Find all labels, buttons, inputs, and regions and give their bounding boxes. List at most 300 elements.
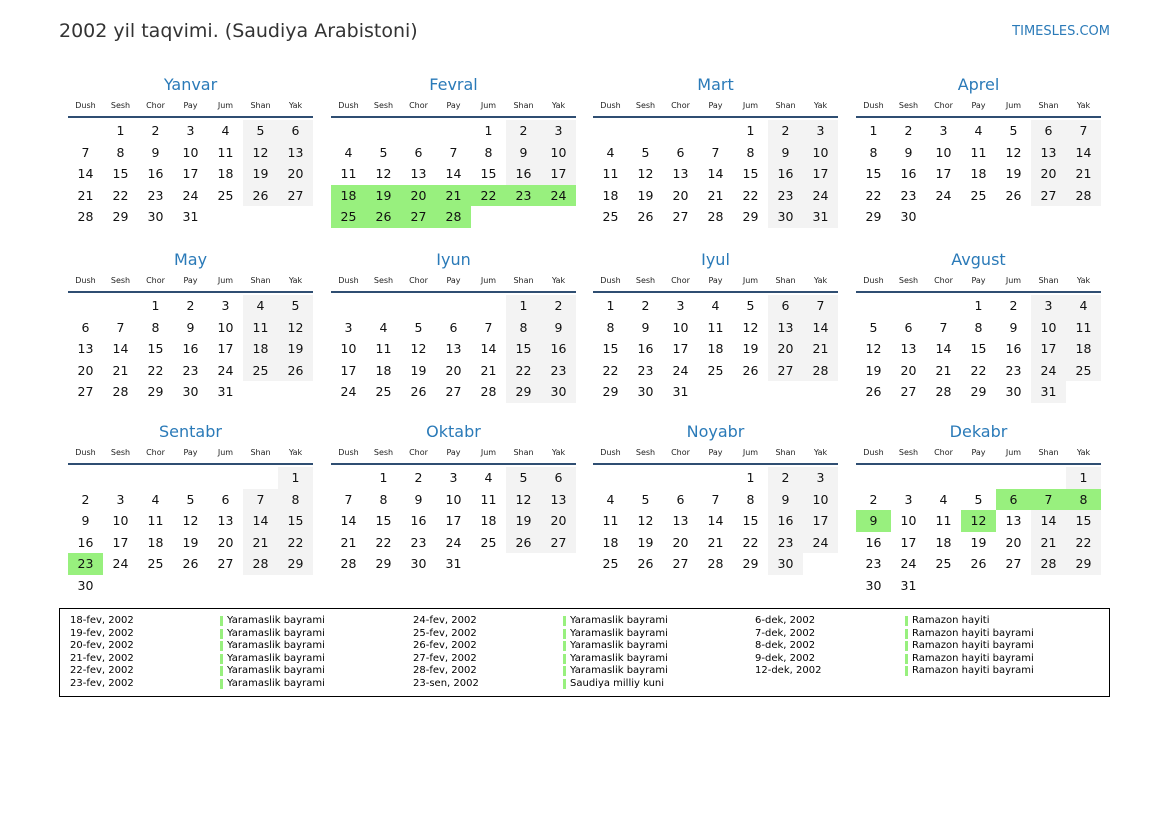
holiday-day-cell: 12 (961, 510, 996, 532)
month-divider (856, 116, 1101, 118)
day-cell: 11 (1066, 317, 1101, 339)
day-cell: 27 (768, 360, 803, 382)
day-cell: 22 (375, 534, 392, 550)
weekday-label: Pay (446, 101, 461, 110)
day-cell: 2 (81, 491, 90, 507)
day-cell: 7 (711, 491, 720, 507)
legend-date: 26-fev, 2002 (413, 640, 477, 652)
month-name: Noyabr (686, 422, 745, 441)
day-cell: 29 (602, 384, 619, 400)
month-divider (856, 463, 1101, 465)
day-cell: 6 (81, 319, 90, 335)
weekday-label: Pay (446, 276, 461, 285)
day-cell: 12 (742, 319, 759, 335)
day-cell: 28 (243, 553, 278, 575)
legend-holiday-name: Yaramaslik bayrami (570, 652, 668, 664)
weekday-label: Yak (288, 448, 303, 457)
day-cell: 2 (904, 123, 913, 138)
weekday-label: Chor (934, 448, 953, 457)
day-cell: 3 (1031, 295, 1066, 317)
weekday-header (593, 101, 838, 113)
day-cell: 10 (340, 341, 357, 357)
holiday-color-marker (905, 654, 908, 664)
day-cell: 22 (742, 534, 759, 550)
day-cell: 1 (746, 123, 755, 138)
day-cell: 14 (707, 166, 724, 182)
legend-holiday-name: Yaramaslik bayrami (227, 677, 325, 689)
day-cell: 15 (112, 166, 129, 182)
day-cell: 19 (182, 534, 199, 550)
day-cell: 16 (637, 341, 654, 357)
weekday-label: Shan (775, 448, 796, 457)
weekday-label: Jum (480, 276, 497, 285)
day-cell: 17 (182, 166, 199, 182)
day-cell: 17 (112, 534, 129, 550)
weekday-label: Dush (863, 101, 884, 110)
day-cell: 2 (506, 120, 541, 142)
month-name: Sentabr (159, 422, 222, 441)
day-cell: 4 (344, 144, 353, 160)
day-cell: 14 (935, 341, 952, 357)
day-cell: 19 (742, 341, 759, 357)
weekday-label: Jum (742, 276, 759, 285)
day-cell: 1 (506, 295, 541, 317)
month-mart (593, 76, 838, 248)
day-cell: 13 (77, 341, 94, 357)
legend-date: 23-sen, 2002 (413, 677, 479, 689)
day-cell: 25 (375, 384, 392, 400)
weekday-header (331, 448, 576, 460)
day-cell: 6 (1031, 120, 1066, 142)
day-cell: 23 (900, 187, 917, 203)
weekday-label: Dush (75, 276, 96, 285)
weekday-label: Pay (971, 101, 986, 110)
month-name: Iyul (701, 250, 730, 269)
weekday-label: Sesh (110, 276, 131, 285)
day-cell: 3 (904, 491, 913, 507)
day-cell: 17 (1031, 338, 1066, 360)
day-cell: 11 (147, 513, 164, 529)
holiday-color-marker (220, 666, 223, 676)
day-cell: 29 (278, 553, 313, 575)
day-cell: 27 (541, 532, 576, 554)
day-cell: 7 (484, 319, 493, 335)
day-cell: 31 (217, 384, 234, 400)
weekday-label: Sesh (898, 276, 919, 285)
weekday-label: Sesh (635, 101, 656, 110)
day-cell: 11 (375, 341, 392, 357)
day-cell: 4 (606, 144, 615, 160)
holiday-color-marker (905, 641, 908, 651)
day-cell: 13 (541, 489, 576, 511)
legend-holiday-name: Yaramaslik bayrami (570, 627, 668, 639)
weekday-label: Jum (217, 101, 234, 110)
day-cell: 20 (900, 362, 917, 378)
day-cell: 28 (707, 209, 724, 225)
day-cell: 16 (900, 166, 917, 182)
site-link[interactable]: TIMESLES.COM (1012, 24, 1110, 39)
day-cell: 1 (278, 467, 313, 489)
weekday-label: Shan (775, 276, 796, 285)
day-cell: 21 (707, 534, 724, 550)
month-name: Yanvar (163, 75, 218, 94)
weekday-label: Dush (600, 276, 621, 285)
day-cell: 18 (147, 534, 164, 550)
weekday-label: Pay (708, 448, 723, 457)
month-divider (331, 116, 576, 118)
day-cell: 15 (147, 341, 164, 357)
day-cell: 11 (217, 144, 234, 160)
day-cell: 14 (340, 513, 357, 529)
day-cell: 11 (340, 166, 357, 182)
weekday-label: Jum (742, 101, 759, 110)
holiday-day-cell: 18 (331, 185, 366, 207)
day-cell: 30 (182, 384, 199, 400)
day-cell: 4 (1066, 295, 1101, 317)
day-cell: 14 (803, 317, 838, 339)
day-cell: 8 (379, 491, 388, 507)
holiday-color-marker (563, 616, 566, 626)
day-cell: 19 (637, 534, 654, 550)
day-cell: 22 (278, 532, 313, 554)
day-cell: 20 (217, 534, 234, 550)
holiday-day-cell: 23 (506, 185, 541, 207)
day-cell: 1 (1066, 467, 1101, 489)
weekday-header (593, 448, 838, 460)
day-cell: 17 (217, 341, 234, 357)
day-cell: 8 (484, 144, 493, 160)
day-cell: 7 (243, 489, 278, 511)
day-cell: 31 (672, 384, 689, 400)
day-cell: 6 (768, 295, 803, 317)
day-cell: 15 (278, 510, 313, 532)
day-cell: 2 (641, 298, 650, 313)
day-cell: 14 (112, 341, 129, 357)
day-cell: 17 (935, 166, 952, 182)
legend-holiday-name: Yaramaslik bayrami (227, 652, 325, 664)
weekday-label: Shan (1038, 448, 1059, 457)
weekday-header (856, 448, 1101, 460)
day-cell: 7 (81, 144, 90, 160)
day-cell: 25 (970, 187, 987, 203)
day-cell: 5 (1009, 123, 1018, 138)
weekday-label: Jum (480, 448, 497, 457)
day-cell: 3 (803, 467, 838, 489)
weekday-label: Pay (446, 448, 461, 457)
holiday-color-marker (220, 629, 223, 639)
holiday-legend (59, 608, 1110, 697)
day-cell: 18 (375, 362, 392, 378)
day-cell: 4 (243, 295, 278, 317)
day-cell: 17 (672, 341, 689, 357)
day-cell: 4 (221, 123, 230, 138)
day-cell: 10 (672, 319, 689, 335)
day-cell: 29 (970, 384, 987, 400)
day-cell: 7 (1066, 120, 1101, 142)
day-cell: 5 (506, 467, 541, 489)
day-cell: 24 (672, 362, 689, 378)
day-cell: 6 (221, 491, 230, 507)
holiday-color-marker (563, 629, 566, 639)
day-cell: 11 (970, 144, 987, 160)
legend-date: 7-dek, 2002 (755, 627, 816, 639)
day-cell: 31 (803, 206, 838, 228)
day-cell: 13 (410, 166, 427, 182)
holiday-day-cell: 7 (1031, 489, 1066, 511)
weekday-header (68, 448, 313, 460)
day-cell: 18 (602, 187, 619, 203)
day-cell: 4 (379, 319, 388, 335)
day-cell: 19 (243, 163, 278, 185)
day-cell: 11 (480, 491, 497, 507)
weekday-label: Yak (1076, 448, 1091, 457)
day-cell: 5 (379, 144, 388, 160)
day-cell: 25 (243, 360, 278, 382)
day-cell: 19 (506, 510, 541, 532)
day-cell: 17 (340, 362, 357, 378)
legend-date: 19-fev, 2002 (70, 627, 134, 639)
weekday-label: Dush (600, 101, 621, 110)
day-cell: 10 (112, 513, 129, 529)
legend-holiday-name: Ramazon hayiti bayrami (912, 665, 1034, 677)
day-cell: 24 (900, 556, 917, 572)
month-may (68, 251, 313, 423)
legend-holiday-name: Ramazon hayiti bayrami (912, 652, 1034, 664)
weekday-label: Chor (934, 101, 953, 110)
day-cell: 16 (182, 341, 199, 357)
weekday-label: Sesh (635, 448, 656, 457)
holiday-color-marker (905, 629, 908, 639)
legend-holiday-name: Yaramaslik bayrami (227, 615, 325, 626)
weekday-label: Yak (288, 276, 303, 285)
day-cell: 22 (112, 187, 129, 203)
day-cell: 7 (939, 319, 948, 335)
month-name: Aprel (957, 75, 1000, 94)
day-cell: 26 (506, 532, 541, 554)
day-cell: 26 (865, 384, 882, 400)
day-cell: 14 (480, 341, 497, 357)
day-cell: 9 (641, 319, 650, 335)
day-cell: 17 (541, 163, 576, 185)
day-cell: 15 (602, 341, 619, 357)
day-cell: 25 (602, 209, 619, 225)
day-cell: 26 (637, 209, 654, 225)
day-cell: 9 (1009, 319, 1018, 335)
legend-holiday-name: Saudiya milliy kuni (570, 677, 665, 689)
weekday-label: Chor (671, 276, 690, 285)
day-cell: 15 (865, 166, 882, 182)
legend-date: 20-fev, 2002 (70, 640, 134, 652)
day-cell: 22 (602, 362, 619, 378)
day-cell: 5 (186, 491, 195, 507)
month-name: Oktabr (426, 422, 481, 441)
day-cell: 18 (707, 341, 724, 357)
day-cell: 29 (742, 556, 759, 572)
day-cell: 4 (939, 491, 948, 507)
day-cell: 6 (676, 144, 685, 160)
day-cell: 13 (1031, 142, 1066, 164)
weekday-label: Pay (971, 276, 986, 285)
day-cell: 4 (484, 470, 493, 485)
day-cell: 21 (340, 534, 357, 550)
day-cell: 5 (869, 319, 878, 335)
day-cell: 23 (410, 534, 427, 550)
day-cell: 2 (768, 120, 803, 142)
weekday-label: Sesh (110, 448, 131, 457)
day-cell: 2 (1009, 298, 1018, 313)
day-cell: 12 (278, 317, 313, 339)
day-cell: 4 (151, 491, 160, 507)
day-cell: 23 (768, 532, 803, 554)
day-cell: 13 (672, 166, 689, 182)
holiday-day-cell: 28 (436, 206, 471, 228)
month-name: Mart (697, 75, 734, 94)
legend-date: 9-dek, 2002 (755, 652, 816, 664)
legend-date: 21-fev, 2002 (70, 652, 134, 664)
month-iyun (331, 251, 576, 423)
day-cell: 31 (182, 209, 199, 225)
weekday-label: Dush (600, 448, 621, 457)
day-cell: 6 (414, 144, 423, 160)
weekday-label: Chor (146, 448, 165, 457)
holiday-day-cell: 26 (366, 206, 401, 228)
day-cell: 22 (1066, 532, 1101, 554)
month-name: May (173, 250, 208, 269)
day-cell: 6 (676, 491, 685, 507)
day-cell: 9 (186, 319, 195, 335)
day-cell: 15 (742, 166, 759, 182)
day-cell: 10 (445, 491, 462, 507)
day-cell: 25 (147, 556, 164, 572)
day-cell: 25 (217, 187, 234, 203)
day-cell: 9 (151, 144, 160, 160)
day-cell: 4 (974, 123, 983, 138)
weekday-label: Shan (250, 101, 271, 110)
day-cell: 9 (768, 142, 803, 164)
month-aprel (856, 76, 1101, 248)
day-cell: 5 (414, 319, 423, 335)
month-divider (593, 291, 838, 293)
legend-holiday-name: Ramazon hayiti (912, 615, 990, 626)
day-cell: 9 (506, 142, 541, 164)
day-cell: 24 (182, 187, 199, 203)
holiday-day-cell: 25 (331, 206, 366, 228)
day-cell: 30 (768, 206, 803, 228)
day-cell: 3 (449, 470, 458, 485)
day-cell: 26 (742, 362, 759, 378)
weekday-label: Chor (671, 101, 690, 110)
day-cell: 25 (935, 556, 952, 572)
day-cell: 1 (974, 298, 983, 313)
legend-date: 25-fev, 2002 (413, 627, 477, 639)
day-cell: 12 (375, 166, 392, 182)
day-cell: 12 (637, 513, 654, 529)
day-cell: 21 (1031, 532, 1066, 554)
day-cell: 20 (672, 187, 689, 203)
month-divider (68, 116, 313, 118)
day-cell: 13 (217, 513, 234, 529)
day-cell: 21 (243, 532, 278, 554)
day-cell: 18 (935, 534, 952, 550)
month-divider (331, 463, 576, 465)
day-cell: 3 (676, 298, 685, 313)
day-cell: 25 (1066, 360, 1101, 382)
day-cell: 13 (1005, 513, 1022, 529)
day-cell: 23 (1005, 362, 1022, 378)
weekday-label: Yak (551, 276, 566, 285)
legend-date: 23-fev, 2002 (70, 677, 134, 689)
day-cell: 8 (746, 144, 755, 160)
day-cell: 15 (742, 513, 759, 529)
month-divider (331, 291, 576, 293)
day-cell: 23 (637, 362, 654, 378)
day-cell: 13 (900, 341, 917, 357)
day-cell: 18 (217, 166, 234, 182)
day-cell: 26 (410, 384, 427, 400)
day-cell: 26 (1005, 187, 1022, 203)
holiday-day-cell: 23 (68, 553, 103, 575)
day-cell: 1 (379, 470, 388, 485)
day-cell: 16 (147, 166, 164, 182)
day-cell: 22 (506, 360, 541, 382)
day-cell: 14 (77, 166, 94, 182)
month-noyabr (593, 423, 838, 595)
day-cell: 19 (865, 362, 882, 378)
day-cell: 16 (410, 513, 427, 529)
day-cell: 12 (1005, 144, 1022, 160)
day-cell: 16 (768, 510, 803, 532)
weekday-label: Dush (75, 101, 96, 110)
weekday-label: Sesh (110, 101, 131, 110)
day-cell: 14 (707, 513, 724, 529)
legend-holiday-name: Yaramaslik bayrami (570, 640, 668, 652)
day-cell: 23 (865, 556, 882, 572)
weekday-label: Dush (338, 448, 359, 457)
day-cell: 27 (900, 384, 917, 400)
day-cell: 17 (803, 163, 838, 185)
day-cell: 18 (970, 166, 987, 182)
day-cell: 11 (602, 513, 619, 529)
weekday-label: Yak (1076, 101, 1091, 110)
holiday-day-cell: 24 (541, 185, 576, 207)
weekday-label: Sesh (898, 448, 919, 457)
holiday-color-marker (563, 666, 566, 676)
day-cell: 24 (445, 534, 462, 550)
legend-date: 18-fev, 2002 (70, 615, 134, 626)
holiday-color-marker (905, 666, 908, 676)
day-cell: 27 (445, 384, 462, 400)
day-cell: 6 (541, 467, 576, 489)
holiday-day-cell: 20 (401, 185, 436, 207)
day-cell: 20 (77, 362, 94, 378)
day-cell: 4 (606, 491, 615, 507)
month-fevral (331, 76, 576, 248)
day-cell: 8 (746, 491, 755, 507)
month-name: Fevral (429, 75, 478, 94)
day-cell: 10 (182, 144, 199, 160)
day-cell: 24 (217, 362, 234, 378)
day-cell: 5 (278, 295, 313, 317)
day-cell: 12 (410, 341, 427, 357)
day-cell: 14 (445, 166, 462, 182)
day-cell: 8 (974, 319, 983, 335)
holiday-color-marker (563, 679, 566, 689)
weekday-label: Pay (708, 101, 723, 110)
day-cell: 30 (410, 556, 427, 572)
weekday-label: Jum (742, 448, 759, 457)
day-cell: 23 (541, 360, 576, 382)
day-cell: 18 (602, 534, 619, 550)
